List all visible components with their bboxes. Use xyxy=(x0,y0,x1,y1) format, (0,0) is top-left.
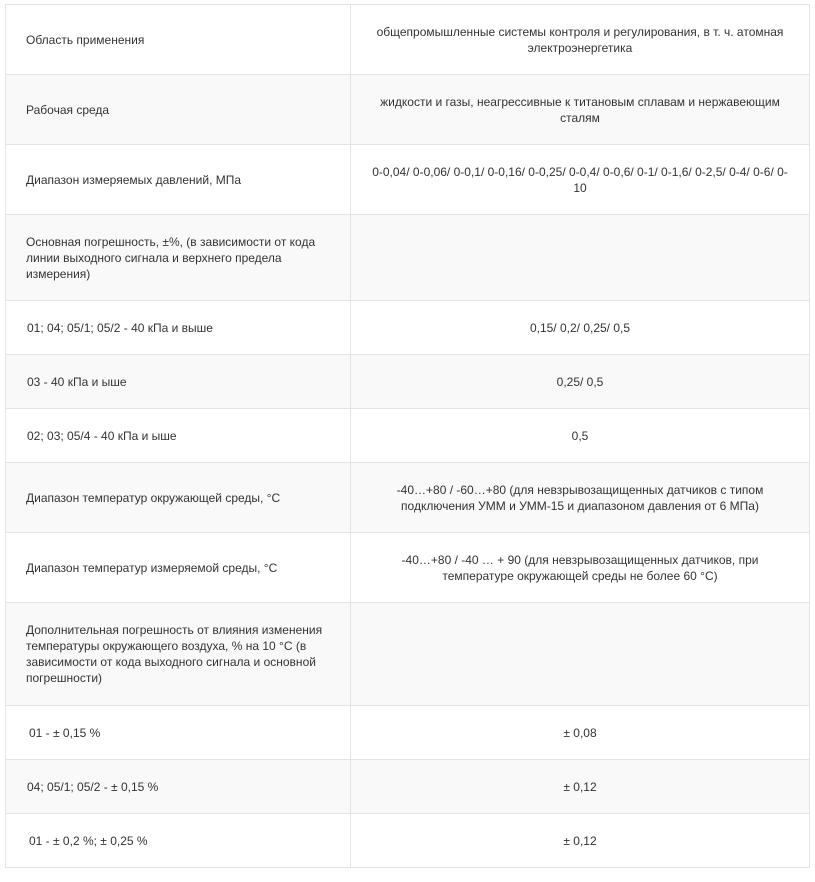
specifications-table xyxy=(5,4,810,868)
table-row xyxy=(6,706,810,760)
row-label-cell xyxy=(6,301,351,355)
row-value: ± 0,12 xyxy=(563,833,597,848)
row-label-cell xyxy=(6,145,351,215)
row-label: 01; 04; 05/1; 05/2 - 40 кПа и выше xyxy=(27,320,213,335)
row-label-cell xyxy=(6,760,351,814)
row-value: 0,25/ 0,5 xyxy=(556,374,604,389)
table-row xyxy=(6,760,810,814)
row-value-cell xyxy=(351,75,810,145)
row-value-cell xyxy=(351,814,810,868)
row-label: 04; 05/1; 05/2 - ± 0,15 % xyxy=(27,779,159,794)
row-value-cell xyxy=(351,603,810,706)
table-row xyxy=(6,409,810,463)
table-row xyxy=(6,215,810,301)
row-value-cell xyxy=(351,215,810,301)
row-value: -40…+80 / -40 … + 90 (для невзрывозащищенных датчиков, при температуре окружающей среды не более 60 °С) xyxy=(401,552,759,583)
row-label-cell xyxy=(6,463,351,533)
row-value: -40…+80 / -60…+80 (для невзрывозащищенных датчиков с типом подключения УММ и УММ-15 и диапазоном давления от 6 МПа) xyxy=(396,482,764,513)
table-row xyxy=(6,75,810,145)
row-value-cell xyxy=(351,5,810,75)
row-label: Основная погрешность, ±%, (в зависимости от кода линии выходного сигнала и верхнего предела измерения) xyxy=(26,234,316,281)
row-label: Область применения xyxy=(26,32,145,47)
row-value-cell xyxy=(351,706,810,760)
row-label: Диапазон температур измеряемой среды, °С xyxy=(26,560,278,575)
row-label-cell xyxy=(6,603,351,706)
row-label-cell xyxy=(6,215,351,301)
row-value: жидкости и газы, неагрессивные к титановым сплавам и нержавеющим сталям xyxy=(380,94,780,125)
row-label: Рабочая среда xyxy=(26,102,110,117)
row-value-cell xyxy=(351,409,810,463)
row-label: 01 - ± 0,2 %; ± 0,25 % xyxy=(29,833,148,848)
row-value-cell xyxy=(351,145,810,215)
row-value: 0-0,04/ 0-0,06/ 0-0,1/ 0-0,16/ 0-0,25/ 0-0,4/ 0-0,6/ 0-1/ 0-1,6/ 0-2,5/ 0-4/ 0-6/ 0-10 xyxy=(372,164,788,195)
table-row xyxy=(6,301,810,355)
row-value: ± 0,12 xyxy=(563,779,597,794)
table-row xyxy=(6,603,810,706)
row-label: 03 - 40 кПа и ыше xyxy=(27,374,127,389)
row-value-cell xyxy=(351,355,810,409)
table-row xyxy=(6,145,810,215)
table-row xyxy=(6,355,810,409)
row-value: 0,5 xyxy=(571,428,589,443)
row-value: 0,15/ 0,2/ 0,25/ 0,5 xyxy=(529,320,631,335)
row-value-cell xyxy=(351,533,810,603)
row-label: 01 - ± 0,15 % xyxy=(29,725,101,740)
row-label: Дополнительная погрешность от влияния изменения температуры окружающего воздуха, % на 10 °С (в зависимости от кода выходного сигнала и основной погрешности) xyxy=(26,623,323,685)
row-label: Диапазон измеряемых давлений, МПа xyxy=(26,172,242,187)
table-row xyxy=(6,463,810,533)
row-value-cell xyxy=(351,463,810,533)
row-label: 02; 03; 05/4 - 40 кПа и ыше xyxy=(27,428,177,443)
row-label-cell xyxy=(6,533,351,603)
row-label: Диапазон температур окружающей среды, °С xyxy=(26,490,281,505)
table-row xyxy=(6,814,810,868)
row-value-cell xyxy=(351,301,810,355)
row-label-cell xyxy=(6,355,351,409)
row-label-cell xyxy=(6,409,351,463)
row-value: ± 0,08 xyxy=(563,725,597,740)
row-value-cell xyxy=(351,760,810,814)
row-label-cell xyxy=(6,75,351,145)
table-row xyxy=(6,533,810,603)
row-label-cell xyxy=(6,814,351,868)
row-label-cell xyxy=(6,706,351,760)
table-row xyxy=(6,5,810,75)
row-value: общепромышленные системы контроля и регулирования, в т. ч. атомная электроэнергетика xyxy=(376,24,784,55)
row-label-cell xyxy=(6,5,351,75)
